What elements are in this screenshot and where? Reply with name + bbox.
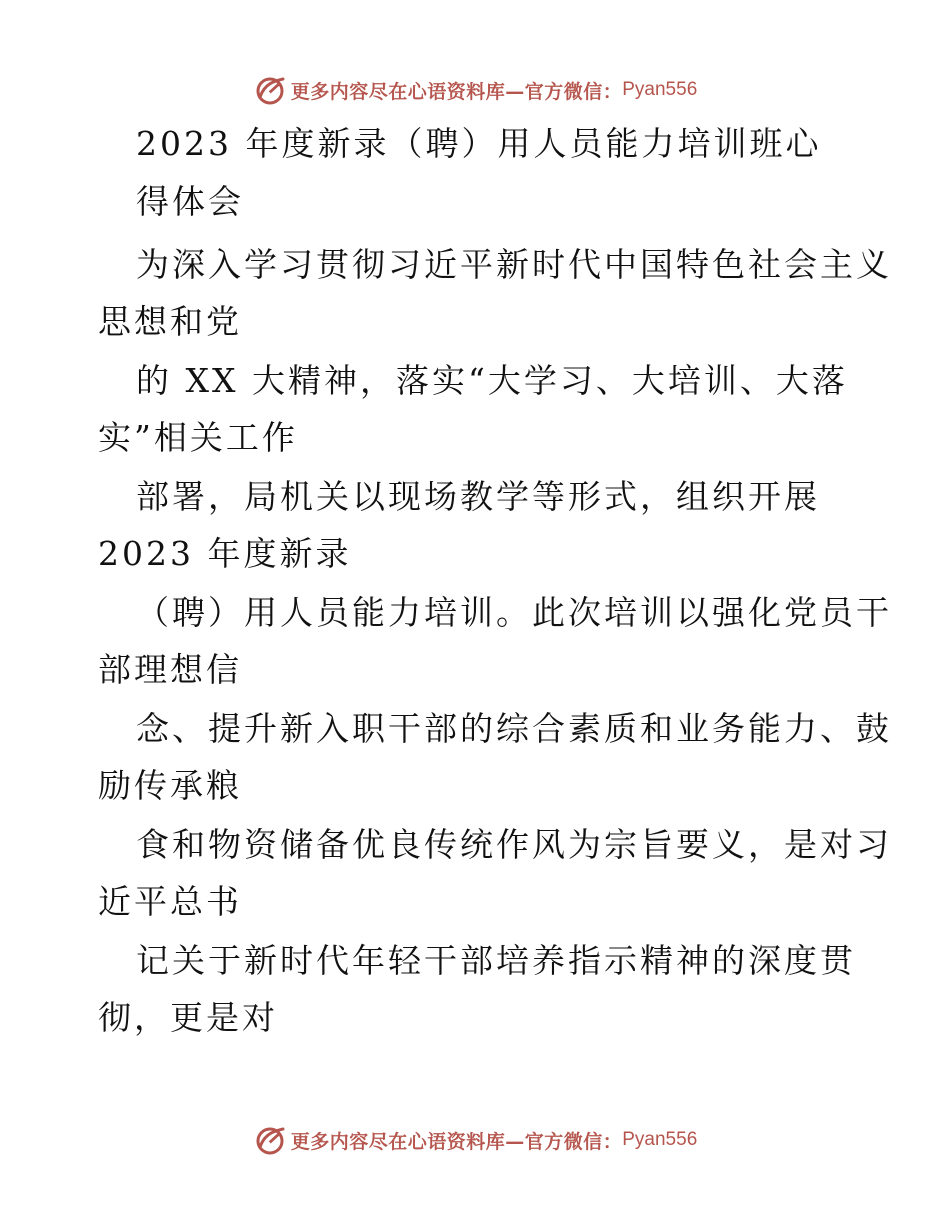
doc-line-3: 为深入学习贯彻习近平新时代中国特色社会主义 [136,245,892,284]
doc-line-4: 思想和党 [98,302,242,341]
watermark-text: 更多内容尽在心语资料库—官方微信： [290,1130,623,1153]
doc-line-13: 食和物资储备优良传统作风为宗旨要义，是对习 [136,825,892,864]
doc-line-10: 部理想信 [98,650,242,689]
watermark-banner-bottom [0,1120,950,1160]
pen-swirl-logo-icon [253,73,287,107]
doc-line-14: 近平总书 [98,882,242,921]
doc-line-8: 2023 年度新录 [98,534,352,573]
watermark-wechat-id: Pyan556 [622,79,698,100]
doc-line-9: （聘）用人员能力培训。此次培训以强化党员干 [136,593,892,632]
doc-line-15: 记关于新时代年轻干部培养指示精神的深度贯 [136,941,856,980]
doc-line-12: 励传承粮 [98,766,242,805]
doc-line-5: 的 XX 大精神，落实“大学习、大培训、大落 [136,361,848,400]
watermark-banner-top [0,70,950,110]
watermark-text: 更多内容尽在心语资料库—官方微信： [290,80,623,103]
doc-line-7: 部署，局机关以现场教学等形式，组织开展 [136,477,820,516]
watermark-wechat-id: Pyan556 [622,1129,698,1150]
pen-swirl-logo-icon [253,1123,287,1157]
doc-line-2: 得体会 [136,182,244,221]
doc-line-11: 念、提升新入职干部的综合素质和业务能力、鼓 [136,709,892,748]
doc-line-1: 2023 年度新录（聘）用人员能力培训班心 [136,124,822,163]
doc-line-6: 实”相关工作 [98,418,298,457]
doc-line-16: 彻，更是对 [98,998,278,1037]
